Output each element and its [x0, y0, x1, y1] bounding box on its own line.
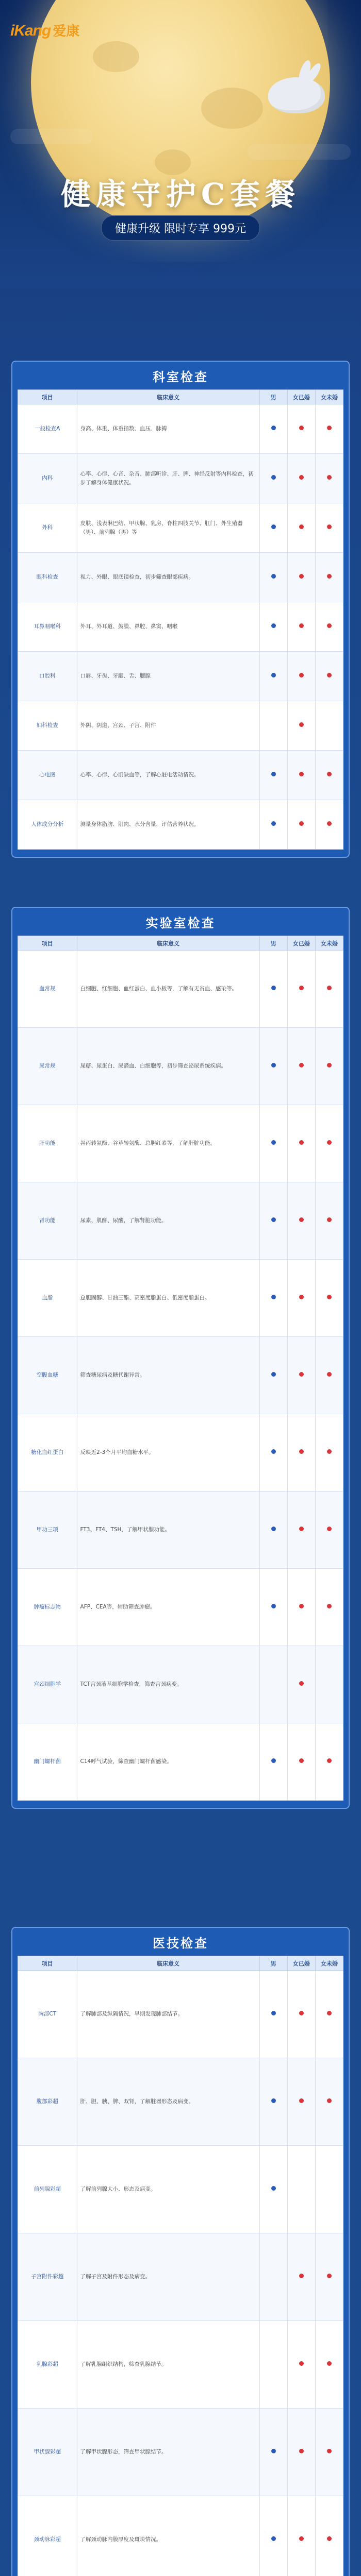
applicability-cell	[287, 404, 315, 454]
item-name: 妇科检查	[18, 701, 77, 751]
applicability-cell	[259, 2146, 287, 2233]
item-name: 腹部彩超	[18, 2058, 77, 2146]
rabbit-graphic	[268, 77, 325, 113]
applicability-cell	[315, 1646, 343, 1723]
applicability-cell	[259, 1492, 287, 1569]
section-panel	[11, 1927, 350, 2576]
brand-logo	[10, 21, 79, 40]
column-header: 临床意义	[77, 1956, 259, 1971]
item-name: 胸部CT	[18, 1971, 77, 2058]
included-dot-icon	[327, 1140, 332, 1145]
table-row	[18, 951, 343, 1028]
item-description: C14呼气试验，筛查幽门螺杆菌感染。	[77, 1723, 259, 1801]
applicability-cell	[287, 2233, 315, 2321]
included-dot-icon	[299, 1758, 304, 1763]
item-description: FT3、FT4、TSH，了解甲状腺功能。	[77, 1492, 259, 1569]
item-name: 耳鼻咽喉科	[18, 602, 77, 652]
item-name: 肿瘤标志物	[18, 1569, 77, 1646]
table-row	[18, 553, 343, 602]
included-dot-icon	[327, 1527, 332, 1531]
item-name: 幽门螺杆菌	[18, 1723, 77, 1801]
table-row	[18, 1569, 343, 1646]
column-header: 女已婚	[287, 1956, 315, 1971]
column-header: 项目	[18, 1956, 77, 1971]
included-dot-icon	[271, 2098, 276, 2103]
applicability-cell	[315, 1105, 343, 1182]
applicability-cell	[315, 751, 343, 800]
included-dot-icon	[327, 2536, 332, 2541]
included-dot-icon	[299, 2274, 304, 2278]
column-header: 项目	[18, 936, 77, 951]
included-dot-icon	[299, 574, 304, 579]
included-dot-icon	[271, 821, 276, 826]
included-dot-icon	[327, 2098, 332, 2103]
included-dot-icon	[327, 1372, 332, 1377]
included-dot-icon	[327, 2011, 332, 2015]
applicability-cell	[259, 652, 287, 701]
included-dot-icon	[271, 986, 276, 990]
item-description: 总胆固醇、甘油三酯、高密度脂蛋白、低密度脂蛋白。	[77, 1260, 259, 1337]
applicability-cell	[315, 1971, 343, 2058]
hero-title: 健康守护C套餐	[60, 177, 301, 212]
included-dot-icon	[271, 1604, 276, 1608]
items-table	[18, 389, 343, 850]
item-name: 前列腺彩超	[18, 2146, 77, 2233]
applicability-cell	[259, 1028, 287, 1105]
table-row	[18, 404, 343, 454]
table-row	[18, 1105, 343, 1182]
included-dot-icon	[327, 475, 332, 480]
applicability-cell	[287, 1028, 315, 1105]
applicability-cell	[259, 1569, 287, 1646]
applicability-cell	[315, 1492, 343, 1569]
column-header: 男	[259, 390, 287, 404]
hero-subtitle: 健康升级 限时专享 999元	[101, 215, 260, 241]
item-description: 测量身体脂肪、肌肉、水分含量，评估营养状况。	[77, 800, 259, 850]
item-name: 眼科检查	[18, 553, 77, 602]
table-row	[18, 701, 343, 751]
included-dot-icon	[299, 1217, 304, 1222]
table-row	[18, 503, 343, 553]
applicability-cell	[315, 2409, 343, 2496]
item-name: 肝功能	[18, 1105, 77, 1182]
applicability-cell	[315, 1337, 343, 1414]
included-dot-icon	[327, 1063, 332, 1067]
item-name: 血脂	[18, 1260, 77, 1337]
table-row	[18, 751, 343, 800]
applicability-cell	[315, 2058, 343, 2146]
applicability-cell	[315, 2496, 343, 2576]
table-row	[18, 1646, 343, 1723]
included-dot-icon	[271, 1295, 276, 1299]
included-dot-icon	[299, 1140, 304, 1145]
applicability-cell	[315, 701, 343, 751]
table-row	[18, 1182, 343, 1260]
brand-logo-en: iKang	[10, 22, 51, 39]
applicability-cell	[287, 2146, 315, 2233]
applicability-cell	[259, 751, 287, 800]
applicability-cell	[315, 404, 343, 454]
included-dot-icon	[299, 772, 304, 776]
applicability-cell	[259, 1971, 287, 2058]
included-dot-icon	[299, 722, 304, 727]
items-table	[18, 936, 343, 1801]
included-dot-icon	[271, 524, 276, 529]
included-dot-icon	[271, 426, 276, 430]
applicability-cell	[259, 454, 287, 503]
included-dot-icon	[271, 2449, 276, 2453]
included-dot-icon	[271, 1140, 276, 1145]
applicability-cell	[259, 1182, 287, 1260]
table-row	[18, 2058, 343, 2146]
applicability-cell	[315, 553, 343, 602]
column-header: 项目	[18, 390, 77, 404]
applicability-cell	[315, 454, 343, 503]
item-description: 了解肺部及纵隔情况，早期发现肺部结节。	[77, 1971, 259, 2058]
included-dot-icon	[299, 986, 304, 990]
applicability-cell	[287, 652, 315, 701]
included-dot-icon	[327, 524, 332, 529]
item-name: 乳腺彩超	[18, 2321, 77, 2409]
included-dot-icon	[299, 1527, 304, 1531]
item-description: AFP、CEA等，辅助筛查肿瘤。	[77, 1569, 259, 1646]
included-dot-icon	[299, 1604, 304, 1608]
table-row	[18, 2409, 343, 2496]
item-description: 了解前列腺大小、形态及病变。	[77, 2146, 259, 2233]
applicability-cell	[287, 2058, 315, 2146]
included-dot-icon	[271, 2011, 276, 2015]
included-dot-icon	[299, 2536, 304, 2541]
item-description: 口唇、牙齿、牙龈、舌、腮腺	[77, 652, 259, 701]
included-dot-icon	[327, 1217, 332, 1222]
applicability-cell	[287, 602, 315, 652]
included-dot-icon	[327, 821, 332, 826]
included-dot-icon	[327, 772, 332, 776]
applicability-cell	[315, 602, 343, 652]
column-header: 临床意义	[77, 390, 259, 404]
applicability-cell	[259, 701, 287, 751]
table-row	[18, 1337, 343, 1414]
applicability-cell	[315, 1414, 343, 1492]
table-row	[18, 800, 343, 850]
table-row	[18, 2233, 343, 2321]
applicability-cell	[287, 1414, 315, 1492]
included-dot-icon	[299, 475, 304, 480]
section-title: 科室检查	[153, 370, 208, 384]
applicability-cell	[315, 1028, 343, 1105]
applicability-cell	[259, 2233, 287, 2321]
applicability-cell	[287, 701, 315, 751]
included-dot-icon	[327, 1295, 332, 1299]
item-name: 内科	[18, 454, 77, 503]
item-name: 子宫附件彩超	[18, 2233, 77, 2321]
applicability-cell	[315, 652, 343, 701]
column-header: 男	[259, 936, 287, 951]
applicability-cell	[259, 2058, 287, 2146]
table-row	[18, 1971, 343, 2058]
item-description: 肝、胆、胰、脾、双肾，了解脏器形态及病变。	[77, 2058, 259, 2146]
included-dot-icon	[327, 986, 332, 990]
applicability-cell	[259, 2321, 287, 2409]
item-description: 心率、心律、心肌缺血等，了解心脏电活动情况。	[77, 751, 259, 800]
applicability-cell	[259, 951, 287, 1028]
included-dot-icon	[299, 524, 304, 529]
applicability-cell	[287, 1492, 315, 1569]
included-dot-icon	[327, 1758, 332, 1763]
included-dot-icon	[299, 2011, 304, 2015]
included-dot-icon	[327, 623, 332, 628]
included-dot-icon	[299, 821, 304, 826]
table-row	[18, 2321, 343, 2409]
applicability-cell	[287, 1105, 315, 1182]
included-dot-icon	[271, 574, 276, 579]
applicability-cell	[287, 1182, 315, 1260]
applicability-cell	[315, 800, 343, 850]
included-dot-icon	[299, 1063, 304, 1067]
applicability-cell	[287, 2409, 315, 2496]
item-description: 了解子宫及附件形态及病变。	[77, 2233, 259, 2321]
item-name: 尿常规	[18, 1028, 77, 1105]
applicability-cell	[287, 553, 315, 602]
included-dot-icon	[299, 673, 304, 677]
included-dot-icon	[327, 2274, 332, 2278]
applicability-cell	[287, 2496, 315, 2576]
applicability-cell	[315, 1260, 343, 1337]
item-name: 甲功三项	[18, 1492, 77, 1569]
applicability-cell	[259, 602, 287, 652]
applicability-cell	[315, 1182, 343, 1260]
applicability-cell	[287, 1337, 315, 1414]
applicability-cell	[287, 951, 315, 1028]
item-name: 颈动脉彩超	[18, 2496, 77, 2576]
included-dot-icon	[299, 2098, 304, 2103]
applicability-cell	[259, 404, 287, 454]
items-table	[18, 1956, 343, 2576]
applicability-cell	[315, 1723, 343, 1801]
column-header: 女已婚	[287, 390, 315, 404]
included-dot-icon	[271, 1527, 276, 1531]
item-name: 一般检查A	[18, 404, 77, 454]
included-dot-icon	[271, 1449, 276, 1454]
applicability-cell	[259, 1105, 287, 1182]
applicability-cell	[259, 503, 287, 553]
applicability-cell	[315, 951, 343, 1028]
item-name: 外科	[18, 503, 77, 553]
applicability-cell	[259, 553, 287, 602]
applicability-cell	[315, 1569, 343, 1646]
included-dot-icon	[299, 623, 304, 628]
applicability-cell	[287, 454, 315, 503]
included-dot-icon	[299, 426, 304, 430]
item-description: 了解甲状腺形态，筛查甲状腺结节。	[77, 2409, 259, 2496]
included-dot-icon	[299, 2449, 304, 2453]
applicability-cell	[259, 1646, 287, 1723]
item-name: 血常规	[18, 951, 77, 1028]
included-dot-icon	[271, 772, 276, 776]
applicability-cell	[287, 2321, 315, 2409]
included-dot-icon	[299, 1449, 304, 1454]
table-row	[18, 1723, 343, 1801]
included-dot-icon	[271, 1758, 276, 1763]
item-description: 身高、体重、体重指数、血压、脉搏	[77, 404, 259, 454]
item-description: 尿素、肌酐、尿酸，了解肾脏功能。	[77, 1182, 259, 1260]
included-dot-icon	[271, 1372, 276, 1377]
applicability-cell	[315, 2146, 343, 2233]
table-row	[18, 652, 343, 701]
column-header: 女已婚	[287, 936, 315, 951]
item-description: 外耳、外耳道、鼓膜、鼻腔、鼻窦、咽喉	[77, 602, 259, 652]
included-dot-icon	[299, 2361, 304, 2366]
section-panel	[11, 907, 350, 1809]
item-name: 人体成分分析	[18, 800, 77, 850]
included-dot-icon	[327, 2449, 332, 2453]
included-dot-icon	[271, 2536, 276, 2541]
item-description: 谷丙转氨酶、谷草转氨酶、总胆红素等，了解肝脏功能。	[77, 1105, 259, 1182]
section-panel	[11, 361, 350, 858]
brand-logo-cn: 爱康	[53, 23, 80, 39]
table-row	[18, 1492, 343, 1569]
applicability-cell	[259, 2409, 287, 2496]
table-row	[18, 1260, 343, 1337]
applicability-cell	[287, 1971, 315, 2058]
item-description: 视力、外眼、眼底镜检查，初步筛查眼部疾病。	[77, 553, 259, 602]
included-dot-icon	[271, 1217, 276, 1222]
item-description: 心率、心律、心音、杂音、肺部听诊、肝、脾、神经反射等内科检查，初步了解身体健康状况。	[77, 454, 259, 503]
applicability-cell	[287, 1646, 315, 1723]
applicability-cell	[315, 2233, 343, 2321]
item-name: 糖化血红蛋白	[18, 1414, 77, 1492]
included-dot-icon	[327, 673, 332, 677]
applicability-cell	[287, 1260, 315, 1337]
included-dot-icon	[299, 1372, 304, 1377]
included-dot-icon	[271, 673, 276, 677]
applicability-cell	[259, 1414, 287, 1492]
applicability-cell	[259, 2496, 287, 2576]
applicability-cell	[287, 800, 315, 850]
included-dot-icon	[327, 574, 332, 579]
included-dot-icon	[327, 1604, 332, 1608]
included-dot-icon	[299, 1295, 304, 1299]
item-description: 了解乳腺组织结构，筛查乳腺结节。	[77, 2321, 259, 2409]
item-name: 甲状腺彩超	[18, 2409, 77, 2496]
column-header: 临床意义	[77, 936, 259, 951]
applicability-cell	[259, 1260, 287, 1337]
column-header: 女未婚	[315, 390, 343, 404]
section-title: 实验室检查	[145, 916, 216, 930]
applicability-cell	[287, 503, 315, 553]
table-row	[18, 2496, 343, 2576]
included-dot-icon	[299, 1681, 304, 1686]
applicability-cell	[259, 1337, 287, 1414]
included-dot-icon	[327, 426, 332, 430]
included-dot-icon	[327, 2361, 332, 2366]
applicability-cell	[315, 2321, 343, 2409]
item-description: 皮肤、浅表淋巴结、甲状腺、乳房、脊柱四肢关节、肛门、外生殖器（男）、前列腺（男）等	[77, 503, 259, 553]
applicability-cell	[287, 751, 315, 800]
item-description: 反映近2-3个月平均血糖水平。	[77, 1414, 259, 1492]
table-row	[18, 1028, 343, 1105]
included-dot-icon	[271, 475, 276, 480]
table-row	[18, 602, 343, 652]
included-dot-icon	[271, 2186, 276, 2191]
section-title: 医技检查	[153, 1936, 208, 1951]
table-row	[18, 1414, 343, 1492]
hero-banner	[0, 0, 361, 289]
included-dot-icon	[327, 1449, 332, 1454]
column-header: 男	[259, 1956, 287, 1971]
item-description: 筛查糖尿病及糖代谢异常。	[77, 1337, 259, 1414]
item-description: 尿糖、尿蛋白、尿潜血、白细胞等，初步筛查泌尿系统疾病。	[77, 1028, 259, 1105]
included-dot-icon	[271, 623, 276, 628]
item-name: 口腔科	[18, 652, 77, 701]
item-name: 肾功能	[18, 1182, 77, 1260]
item-description: 外阴、阴道、宫颈、子宫、附件	[77, 701, 259, 751]
table-row	[18, 2146, 343, 2233]
item-description: 了解颈动脉内膜厚度及斑块情况。	[77, 2496, 259, 2576]
applicability-cell	[287, 1569, 315, 1646]
applicability-cell	[315, 503, 343, 553]
item-name: 宫颈细胞学	[18, 1646, 77, 1723]
item-name: 心电图	[18, 751, 77, 800]
column-header: 女未婚	[315, 1956, 343, 1971]
applicability-cell	[259, 800, 287, 850]
item-description: 白细胞、红细胞、血红蛋白、血小板等，了解有无贫血、感染等。	[77, 951, 259, 1028]
applicability-cell	[287, 1723, 315, 1801]
column-header: 女未婚	[315, 936, 343, 951]
item-name: 空腹血糖	[18, 1337, 77, 1414]
applicability-cell	[259, 1723, 287, 1801]
item-description: TCT宫颈液基细胞学检查，筛查宫颈病变。	[77, 1646, 259, 1723]
table-row	[18, 454, 343, 503]
included-dot-icon	[271, 1063, 276, 1067]
